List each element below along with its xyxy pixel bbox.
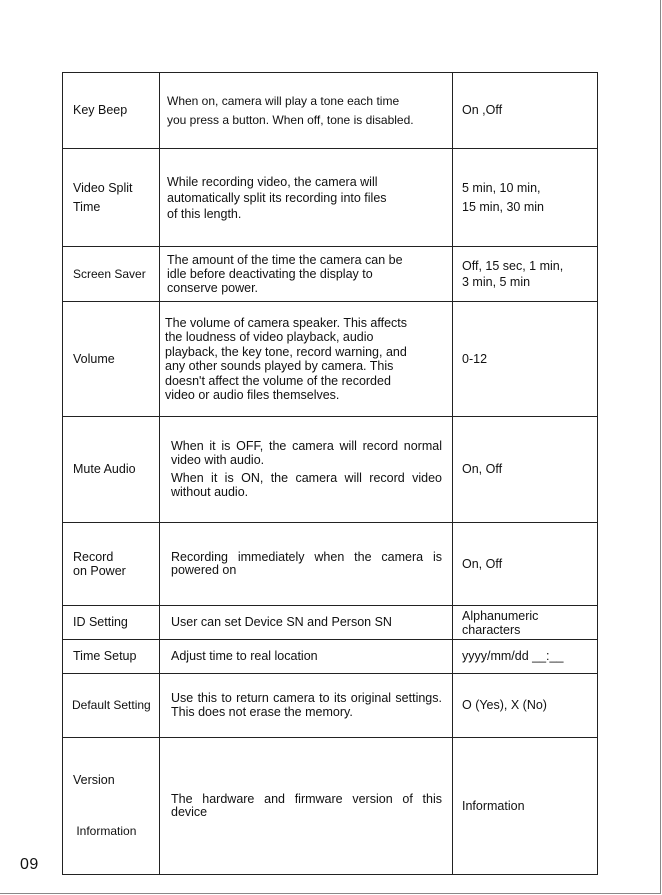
options-line: Off, 15 sec, 1 min, bbox=[462, 259, 564, 273]
table-row-default-setting bbox=[63, 674, 598, 738]
setting-name-cell bbox=[63, 674, 160, 738]
description-line: automatically split its recording into files bbox=[167, 190, 387, 205]
table-row-record-on-power bbox=[63, 523, 598, 606]
table-row-video-split-time bbox=[63, 149, 598, 247]
setting-description-cell bbox=[160, 640, 453, 674]
setting-options-cell bbox=[453, 674, 598, 738]
options-line: On ,Off bbox=[462, 103, 503, 117]
setting-name-cell bbox=[63, 73, 160, 149]
setting-options-cell bbox=[453, 149, 598, 247]
setting-name-cell bbox=[63, 640, 160, 674]
setting-description-cell bbox=[160, 247, 453, 302]
description-line: When on, camera will play a tone each time bbox=[167, 93, 400, 108]
table-row-volume bbox=[63, 302, 598, 417]
table-row-version-information bbox=[63, 738, 598, 875]
description-paragraph: The hardware and firmware version of this device bbox=[171, 791, 442, 819]
setting-description-cell bbox=[160, 674, 453, 738]
options-line: 3 min, 5 min bbox=[462, 275, 531, 289]
setting-name-cell bbox=[63, 149, 160, 247]
setting-options-cell bbox=[453, 640, 598, 674]
options-line: Alphanumeric bbox=[462, 608, 539, 623]
table-row-id-setting bbox=[63, 606, 598, 640]
setting-name: ID Setting bbox=[73, 615, 128, 629]
options-line: O (Yes), X (No) bbox=[462, 698, 547, 712]
options-line: yyyy/mm/dd __:__ bbox=[462, 649, 564, 663]
setting-description-cell bbox=[160, 738, 453, 875]
description-paragraph: When it is ON, the camera will record video without audio. bbox=[171, 471, 442, 499]
setting-name: Key Beep bbox=[73, 103, 128, 117]
description-line: User can set Device SN and Person SN bbox=[171, 615, 392, 629]
description-line: playback, the key tone, record warning, and bbox=[165, 344, 407, 359]
options-line: 5 min, 10 min, bbox=[462, 180, 541, 195]
setting-name-cell bbox=[63, 523, 160, 606]
description-line: conserve power. bbox=[167, 281, 259, 295]
description-line: the loudness of video playback, audio bbox=[165, 330, 374, 344]
setting-name: Volume bbox=[73, 351, 115, 366]
description-line: doesn't affect the volume of the recorded bbox=[165, 373, 391, 388]
description-line: idle before deactivating the display to bbox=[167, 267, 373, 281]
setting-options-cell bbox=[453, 606, 598, 640]
description-line: Adjust time to real location bbox=[171, 649, 318, 663]
table-row-key-beep bbox=[63, 73, 598, 149]
setting-description-cell bbox=[160, 523, 453, 606]
options-line: On, Off bbox=[462, 462, 503, 476]
options-line: 15 min, 30 min bbox=[462, 199, 544, 214]
page-number: 09 bbox=[20, 856, 39, 873]
setting-name: Version bbox=[73, 773, 115, 787]
setting-description-cell bbox=[160, 149, 453, 247]
description-line: of this length. bbox=[167, 206, 242, 221]
setting-options-cell bbox=[453, 417, 598, 523]
options-line: On, Off bbox=[462, 556, 503, 571]
setting-options-cell bbox=[453, 523, 598, 606]
setting-description-cell bbox=[160, 606, 453, 640]
description-line: While recording video, the camera will bbox=[167, 174, 378, 189]
setting-name-cell bbox=[63, 738, 160, 875]
setting-options-cell bbox=[453, 73, 598, 149]
table-row-mute-audio bbox=[63, 417, 598, 523]
description-paragraph: Use this to return camera to its original settings. This does not erase the memory. bbox=[171, 691, 442, 719]
options-line: Information bbox=[462, 798, 525, 813]
setting-name: Information bbox=[73, 824, 137, 838]
description-paragraph: When it is OFF, the camera will record normal video with audio. bbox=[171, 439, 442, 467]
setting-name: on Power bbox=[73, 564, 126, 578]
settings-table bbox=[62, 72, 598, 875]
options-line: 0-12 bbox=[462, 351, 488, 366]
setting-description-cell bbox=[160, 417, 453, 523]
description-line: any other sounds played by camera. This bbox=[165, 359, 394, 373]
setting-name-cell bbox=[63, 247, 160, 302]
description-line: video or audio files themselves. bbox=[165, 388, 340, 402]
description-line: The amount of the time the camera can be bbox=[167, 253, 403, 267]
setting-name: Screen Saver bbox=[73, 266, 146, 281]
setting-description-cell bbox=[160, 302, 453, 417]
setting-name: Default Setting bbox=[72, 698, 151, 712]
setting-name: Time Setup bbox=[73, 649, 137, 663]
setting-name-cell bbox=[63, 606, 160, 640]
setting-description-cell bbox=[160, 73, 453, 149]
setting-name-cell bbox=[63, 302, 160, 417]
setting-name-cell bbox=[63, 417, 160, 523]
setting-name: Video Split bbox=[73, 180, 133, 195]
description-line: you press a button. When off, tone is disabled. bbox=[167, 112, 414, 127]
setting-name: Mute Audio bbox=[73, 462, 136, 476]
setting-options-cell bbox=[453, 302, 598, 417]
setting-options-cell bbox=[453, 738, 598, 875]
setting-name: Record bbox=[73, 549, 114, 564]
description-line: The volume of camera speaker. This affects bbox=[165, 315, 408, 330]
setting-name: Time bbox=[73, 199, 101, 214]
setting-options-cell bbox=[453, 247, 598, 302]
options-line: characters bbox=[462, 622, 521, 637]
table-row-screen-saver bbox=[63, 247, 598, 302]
description-paragraph: Recording immediately when the camera is powered on bbox=[171, 549, 442, 577]
table-row-time-setup bbox=[63, 640, 598, 674]
